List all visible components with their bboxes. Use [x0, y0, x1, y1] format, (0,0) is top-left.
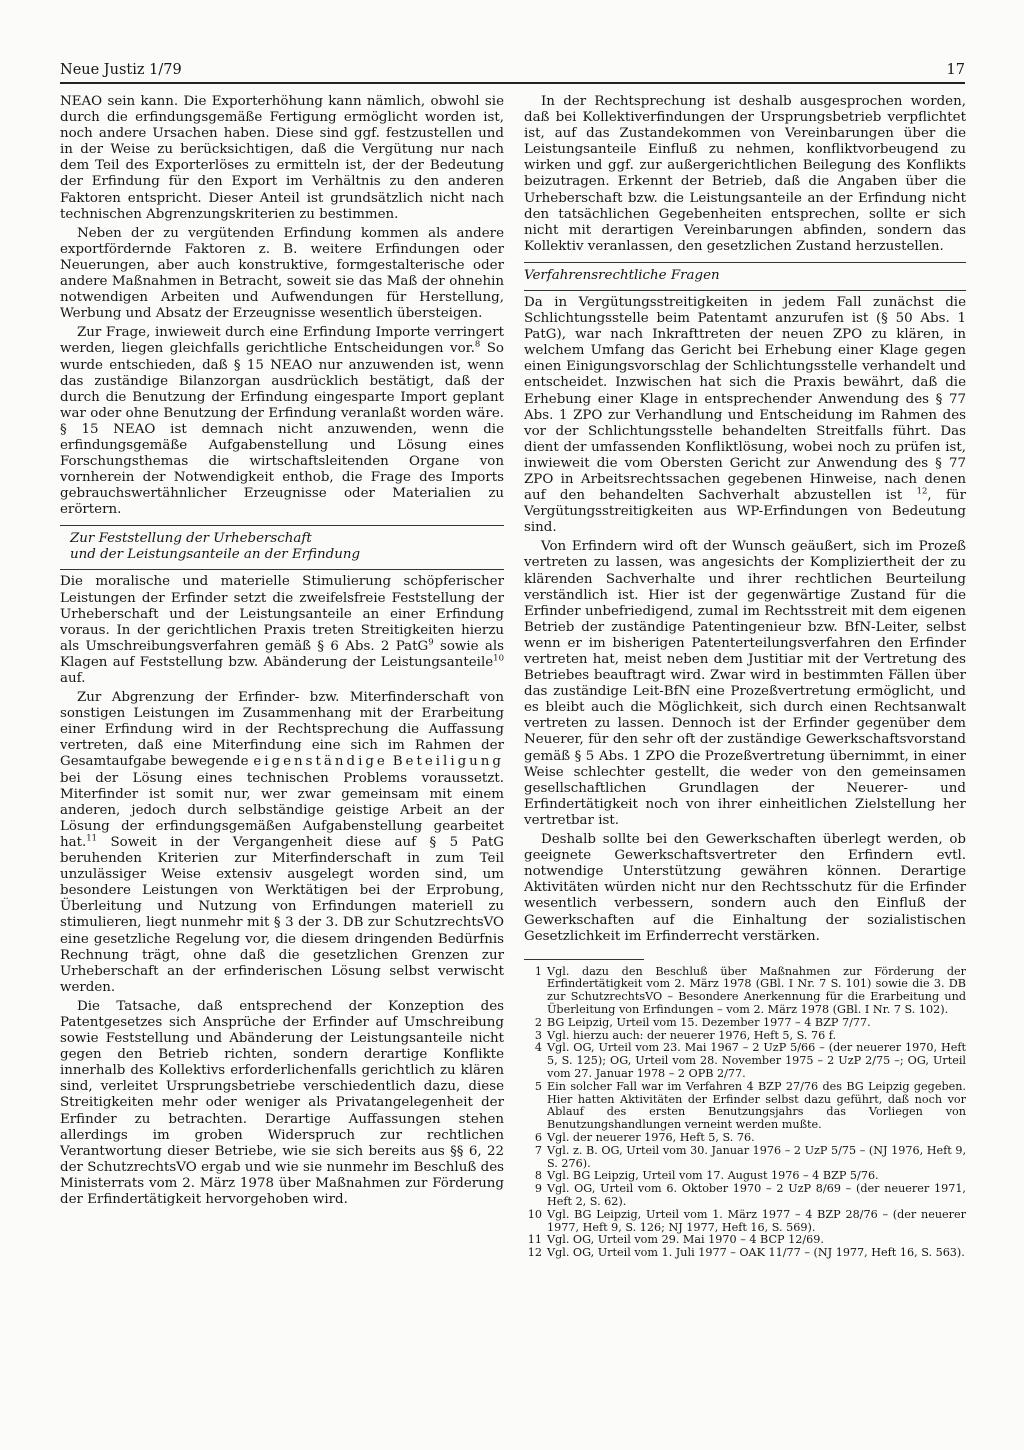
footnote-text: Vgl. hierzu auch: der neuerer 1976, Heft 5, S. 76 f.	[547, 1028, 837, 1042]
paragraph: Die Tatsache, daß entsprechend der Konzeption des Patentgesetzes sich Ansprüche der Erfinder auf Umschreibung sowie Feststellung und Abänderung der Leistungsanteile nicht gegen den Betrieb richten, sondern derartige Konflikte innerhalb des Kollektivs erforderlichenfalls gerichtlich zu klären sind, verleitet Ursprungsbetriebe verschiedentlich dazu, diese Streitigkeiten mehr oder weniger als Privatangelegenheit der Erfinder zu betrachten. Derartige Auffassungen stehen allerdings im groben Widerspruch zur rechtlichen Verantwortung dieser Betriebe, wie sie sich bereits aus §§ 6, 22 der SchutzrechtsVO ergab und wie sie nunmehr im Beschluß des Ministerrats vom 2. März 1978 über Maßnahmen zur Förderung der Erfindertätigkeit hervorgehoben wird.	[60, 998, 504, 1207]
footnote-number: 3	[534, 1028, 542, 1042]
emphasis-spaced: eigenständige	[253, 754, 388, 770]
section-heading: Verfahrensrechtliche Fragen	[524, 267, 720, 283]
footnote-text: Ein solcher Fall war im Verfahren 4 BZP 27/76 des BG Leipzig gegeben. Hier hatten Aktivitäten der Erfinder selbst dazu geführt, daß noch vor Ablauf des ersten Benutzungsjahrs das Vorliegen von Benutzungshandlungen verneint werden mußte.	[547, 1079, 966, 1132]
text-run: , für Vergütungsstreitigkeiten aus WP-Erfindungen von Bedeutung sind.	[524, 488, 966, 536]
section-heading	[60, 531, 504, 563]
section-heading-line: und der Leistungsanteile an der Erfindung	[70, 547, 361, 563]
footnote	[524, 1183, 966, 1209]
text-run: Da in Vergütungsstreitigkeiten in jedem Fall zunächst die Schlichtungsstelle beim Patentamt anzurufen ist (§ 50 Abs. 1 PatG), war nach Inkrafttreten der neuen ZPO zu klären, in welchem Umfang das Gericht bei Erhebung einer Klage gegen einen Einigungsvorschlag der Schlichtungsstelle verhandelt und entscheidet. Inzwischen hat sich die Praxis bewährt, daß die Erhebung einer Klage in entsprechender Anwendung des § 77 Abs. 1 ZPO zur Verhandlung und Entscheidung im Rahmen des vor der Schlichtungsstelle behandelten Streitfalls führt. Das dient der umfassenden Konfliktlösung, wobei noch zu prüfen ist, inwieweit die vom Obersten Gericht zur Anwendung des § 77 ZPO in Arbeitsrechtssachen gegebenen Hinweise, nach denen auf den behandelten Sachverhalt abzustellen ist	[524, 294, 966, 504]
footnote-text: Vgl. dazu den Beschluß über Maßnahmen zur Förderung der Erfindertätigkeit vom 2. März 1978 (GBl. I Nr. 7 S. 101) sowie die 3. DB zur SchutzrechtsVO – Besondere Anerkennung für die Erarbeitung und Überleitung von Erfindungen – vom 2. März 1978 (GBl. I Nr. 7 S. 102).	[547, 964, 966, 1017]
footnote-ref[interactable]: 9	[428, 637, 434, 648]
paragraph: In der Rechtsprechung ist deshalb ausgesprochen worden, daß bei Kollektiverfindungen der Ursprungsbetrieb verpflichtet ist, auf das Zustandekommen von Vereinbarungen über die Leistungsanteile Einfluß zu nehmen, konfliktvorbeugend zu wirken und ggf. zur außergerichtlichen Beilegung des Konflikts beizutragen. Erkennt der Betrieb, daß die Angaben über die Urheberschaft bzw. die Leistungsanteile an der Erfindung nicht den tatsächlichen Gegebenheiten entsprechen, sollte er sich nicht mit derartigen Vereinbarungen abfinden, sondern das Kollektiv veranlassen, den gesetzlichen Zustand herzustellen.	[524, 94, 966, 254]
footnote-number: 7	[534, 1143, 542, 1157]
paragraph: NEAO sein kann. Die Exporterhöhung kann nämlich, obwohl sie durch die erfindungsgemäße Fertigung ermöglicht worden ist, noch andere Ursachen haben. Diese sind ggf. festzustellen und in der Weise zu berücksichtigen, daß die Vergütung nur nach dem Teil des Exporterlöses zu ermitteln ist, der der Bedeutung der Erfindung für den Export im Verhältnis zu den anderen Faktoren entspricht. Dieser Anteil ist grundsätzlich nicht nach technischen Abgrenzungskriterien zu bestimmen.	[60, 94, 504, 222]
text-run: auf.	[60, 671, 86, 686]
footnote-number: 11	[527, 1233, 542, 1247]
text-run: sowie als Klagen auf Feststellung bzw. Abänderung der Leistungsanteile	[60, 638, 504, 670]
footnote-text: Vgl. OG, Urteil vom 1. Juli 1977 – OAK 11/77 – (NJ 1977, Heft 16, S. 563).	[547, 1246, 965, 1260]
footnote	[524, 1145, 966, 1171]
footnote-separator	[524, 959, 644, 960]
footnote	[524, 1017, 966, 1030]
section-heading-box	[524, 262, 966, 290]
footnote-number: 10	[527, 1207, 542, 1221]
paragraph	[60, 574, 504, 687]
footnote	[524, 1042, 966, 1080]
paragraph	[60, 325, 504, 518]
footnote-text: Vgl. der neuerer 1976, Heft 5, S. 76.	[547, 1131, 755, 1145]
footnote-number: 1	[534, 964, 542, 978]
footnote	[524, 966, 966, 1017]
footnote-text: Vgl. OG, Urteil vom 6. Oktober 1970 – 2 UzP 8/69 – (der neuerer 1971, Heft 2, S. 62).	[547, 1182, 966, 1209]
paragraph	[60, 690, 504, 996]
section-heading-line: Zur Feststellung der Urheberschaft	[70, 531, 312, 547]
footnote-number: 12	[527, 1246, 542, 1260]
footnote-ref[interactable]: 10	[493, 653, 504, 664]
paragraph	[524, 295, 966, 536]
footnote-text: Vgl. z. B. OG, Urteil vom 30. Januar 1976 – 2 UzP 5/75 – (NJ 1976, Heft 9, S. 276).	[547, 1143, 966, 1170]
footnote-ref[interactable]: 12	[916, 486, 928, 497]
footnote-text: Vgl. OG, Urteil vom 29. Mai 1970 – 4 BCP 12/69.	[547, 1233, 824, 1247]
running-header	[60, 60, 965, 90]
text-run: Zur Abgrenzung der Erfinder- bzw. Miterfinderschaft von sonstigen Leistungen im Zusammenhang mit der Erarbeitung einer Erfindung wird in der Rechtsprechung die Auffassung vertreten, daß eine Miterfindung eine sich im Rahmen der Gesamtaufgabe bewegende	[60, 690, 504, 770]
text-run: Zur Frage, inwieweit durch eine Erfindung Importe verringert werden, liegen gleichfalls gerichtliche Entscheidungen vor.	[60, 325, 504, 357]
emphasis-spaced: Beteiligung	[392, 754, 504, 770]
section-rule	[524, 290, 966, 291]
paragraph: Deshalb sollte bei den Gewerkschaften überlegt werden, ob geeignete Gewerkschaftsvertreter den Erfindern evtl. notwendige Unterstützung gewähren können. Derartige Aktivitäten würden nicht nur den Rechtsschutz für die Erfinder wesentlich verbessern, sondern auch den Einfluß der Gewerkschaften auf die Einhaltung der sozialistischen Gesetzlichkeit im Erfinderrecht verstärken.	[524, 832, 966, 944]
header-rule	[60, 82, 965, 84]
section-rule	[60, 569, 504, 570]
text-run: bei der Lösung eines technischen Problems voraussetzt. Miterfinder ist somit nur, wer zwar gemeinsam mit einem anderen, jedoch durch selbständige geistige Arbeit an der Lösung der erfindungsgemäßen Aufgabenstellung gearbeitet hat.	[60, 770, 504, 850]
footnote-number: 9	[534, 1182, 542, 1196]
text-run: Die moralische und materielle Stimulierung schöpferischer Leistungen der Erfinder setzt die zweifelsfreie Feststellung der Urheberschaft und der Leistungsanteile an einer Erfindung voraus. In der gerichtlichen Praxis treten Streitigkeiten hierzu als Umschreibungsverfahren gemäß § 6 Abs. 2 PatG	[60, 574, 504, 654]
footnote-number: 4	[534, 1041, 542, 1055]
footnote-ref[interactable]: 11	[86, 833, 98, 844]
footnote-number: 8	[534, 1169, 542, 1183]
footnote-ref[interactable]: 8	[474, 339, 481, 350]
text-run: Soweit in der Vergangenheit diese auf § 5 PatG beruhenden Kriterien zur Miterfinderschaft in zum Teil unzulässiger Weise extensiv ausgelegt worden sind, um besondere Leistungen von Werktätigen bei der Erprobung, Überleitung und Nutzung von Erfindungen materiell zu stimulieren, liegt nunmehr mit § 3 der 3. DB zur SchutzrechtsVO eine gesetzliche Regelung vor, die diesem dringenden Bedürfnis Rechnung trägt, ohne daß die gesetzlichen Grenzen zur Urheberschaft an der erfinderischen Lösung selbst verwischt werden.	[60, 834, 504, 995]
footnote-text: Vgl. OG, Urteil vom 23. Mai 1967 – 2 UzP 5/66 – (der neuerer 1970, Heft 5, S. 125); OG, Urteil vom 28. November 1975 – 2 UzP 2/75 –; OG, Urteil vom 27. Januar 1978 – 2 OPB 2/77.	[547, 1041, 966, 1081]
page-number: 17	[946, 62, 965, 78]
paragraph: Von Erfindern wird oft der Wunsch geäußert, sich im Prozeß vertreten zu lassen, was angesichts der Kompliziertheit der zu klärenden Sachverhalte und ihrer rechtlichen Beurteilung verständlich ist. Hier ist der gegenwärtige Zustand für die Erfinder unbefriedigend, zumal im Rechtsstreit mit dem eigenen Betrieb der zuständige Patentingenieur bzw. BfN-Leiter, selbst wenn er im bisherigen Patenterteilungsverfahren den Erfinder vertreten hat, meist neben dem Justitiar mit der Vertretung des Betriebes beauftragt wird. Zwar wird in bestimmten Fällen über das zuständige Leit-BfN eine Prozeßvertretung ermöglicht, und es bleibt auch die Möglichkeit, sich durch einen Rechtsanwalt vertreten zu lassen. Dennoch ist der Erfinder gegenüber dem Neuerer, für den sehr oft der zuständige Gewerkschaftsvorstand gemäß § 5 Abs. 1 ZPO die Prozeßvertretung übernimmt, in einer Weise schlechter gestellt, die weder von den gemeinsamen gesellschaftlichen Grundlagen der Neuerer- und Erfindertätigkeit noch von ihrer einheitlichen Zielstellung her vertretbar ist.	[524, 539, 966, 828]
footnote-number: 6	[534, 1131, 542, 1145]
footnote-number: 2	[534, 1015, 542, 1029]
footnote	[524, 1081, 966, 1132]
left-column	[60, 94, 504, 1211]
text-run: So wurde entschieden, daß § 15 NEAO nur anzuwenden ist, wenn das zuständige Bilanzorgan ausdrücklich bestätigt, daß der durch die Benutzung der Erfindung eingesparte Import geplant war oder ohne Benutzung der Erfindung veranlaßt worden wäre. § 15 NEAO ist demnach nicht anzuwenden, wenn die erfindungsgemäße Aufgabenstellung und Lösung eines Forschungsthemas die wirtschaftsleitenden Organe von vornherein der Notwendigkeit enthob, die Frage des Imports gebrauchswertähnlicher Erzeugnisse oder Materialien zu erörtern.	[60, 341, 504, 518]
journal-title: Neue Justiz 1/79	[60, 62, 182, 78]
footnote-text: BG Leipzig, Urteil vom 15. Dezember 1977 – 4 BZP 7/77.	[547, 1015, 871, 1029]
paragraph: Neben der zu vergütenden Erfindung kommen als andere exportfördernde Faktoren z. B. weitere Erfindungen oder Neuerungen, aber auch konstruktive, formgestalterische oder andere Maßnahmen in Betracht, soweit sie das Maß der ohnehin notwendigen Arbeiten und Aufwendungen für Herstellung, Werbung und Absatz der Erzeugnisse wesentlich übersteigen.	[60, 225, 504, 322]
footnote	[524, 1247, 966, 1260]
footnote-number: 5	[534, 1079, 542, 1093]
footnote-text: Vgl. BG Leipzig, Urteil vom 1. März 1977 – 4 BZP 28/76 – (der neuerer 1977, Heft 9, S. 126; NJ 1977, Heft 16, S. 569).	[547, 1207, 966, 1234]
footnote-text: Vgl. BG Leipzig, Urteil vom 17. August 1976 – 4 BZP 5/76.	[547, 1169, 879, 1183]
footnote-list	[524, 966, 966, 1260]
footnote	[524, 1132, 966, 1145]
footnote	[524, 1209, 966, 1235]
section-heading-box	[60, 525, 504, 569]
right-column	[524, 94, 966, 1260]
